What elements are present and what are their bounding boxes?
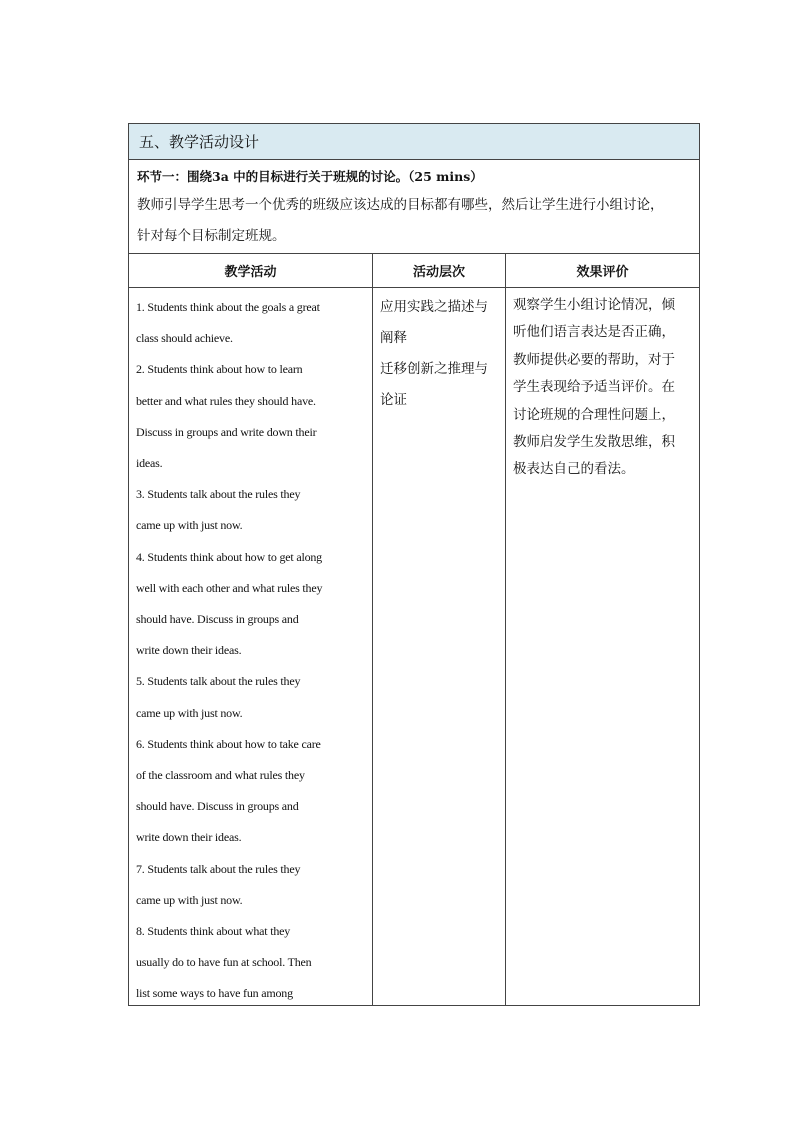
activity-line: 7. Students talk about the rules they	[136, 861, 301, 876]
activity-line: came up with just now.	[136, 892, 243, 907]
activity-line: ideas.	[136, 456, 163, 471]
level-line: 阐释	[380, 330, 407, 346]
level-line: 应用实践之描述与	[380, 299, 488, 315]
activity-line: should have. Discuss in groups and	[136, 799, 299, 814]
table-row	[129, 288, 699, 1005]
activity-line: Discuss in groups and write down their	[136, 424, 317, 439]
activity-line: write down their ideas.	[136, 830, 242, 845]
level-line: 迁移创新之推理与	[380, 361, 488, 377]
activity-line: came up with just now.	[136, 518, 243, 533]
level-line: 论证	[380, 392, 407, 408]
activity-line: write down their ideas.	[136, 643, 242, 658]
activity-line: came up with just now.	[136, 705, 243, 720]
stage-title: 环节一：围绕3a 中的目标进行关于班规的讨论。（25 mins）	[137, 169, 483, 184]
activity-line: list some ways to have fun among	[136, 986, 293, 1001]
levels-cell	[373, 288, 506, 1005]
activity-line: 1. Students think about the goals a great	[136, 300, 320, 314]
activities-cell	[129, 288, 373, 1005]
evaluation-line: 听他们语言表达是否正确，	[513, 324, 675, 341]
activity-line: 4. Students think about how to get along	[136, 549, 322, 564]
evaluation-line: 教师启发学生发散思维，积	[513, 434, 675, 451]
description-line: 教师引导学生思考一个优秀的班级应该达成的目标都有哪些，然后让学生进行小组讨论，	[137, 197, 664, 213]
evaluation-cell	[506, 288, 699, 1005]
activity-line: 2. Students think about how to learn	[136, 362, 303, 377]
activity-line: 8. Students think about what they	[136, 924, 291, 939]
activity-line: 5. Students talk about the rules they	[136, 674, 301, 689]
activity-line: well with each other and what rules they	[136, 580, 323, 595]
stage-intro	[129, 160, 699, 254]
activity-line: usually do to have fun at school. Then	[136, 955, 312, 970]
table-header-row	[129, 254, 699, 288]
evaluation-line: 学生表现给予适当评价。在	[513, 379, 675, 396]
activity-line: should have. Discuss in groups and	[136, 612, 299, 627]
evaluation-line: 极表达自己的看法。	[513, 461, 635, 478]
header-levels: 活动层次	[373, 254, 506, 287]
evaluation-line: 教师提供必要的帮助，对于	[513, 351, 675, 368]
activity-line: class should achieve.	[136, 331, 233, 346]
header-evaluation: 效果评价	[576, 265, 629, 280]
activity-line: better and what rules they should have.	[136, 393, 316, 408]
evaluation-line: 讨论班规的合理性问题上，	[513, 406, 675, 423]
stage-description	[137, 190, 691, 252]
evaluation-line: 观察学生小组讨论情况，倾	[513, 297, 675, 313]
lesson-plan-table	[128, 123, 700, 1006]
section-title: 五、教学活动设计	[129, 124, 699, 160]
activity-line: 3. Students talk about the rules they	[136, 487, 301, 502]
header-activities: 教学活动	[129, 254, 373, 287]
description-line: 针对每个目标制定班规。	[137, 228, 286, 244]
activity-line: of the classroom and what rules they	[136, 768, 305, 783]
activity-line: 6. Students think about how to take care	[136, 736, 321, 751]
